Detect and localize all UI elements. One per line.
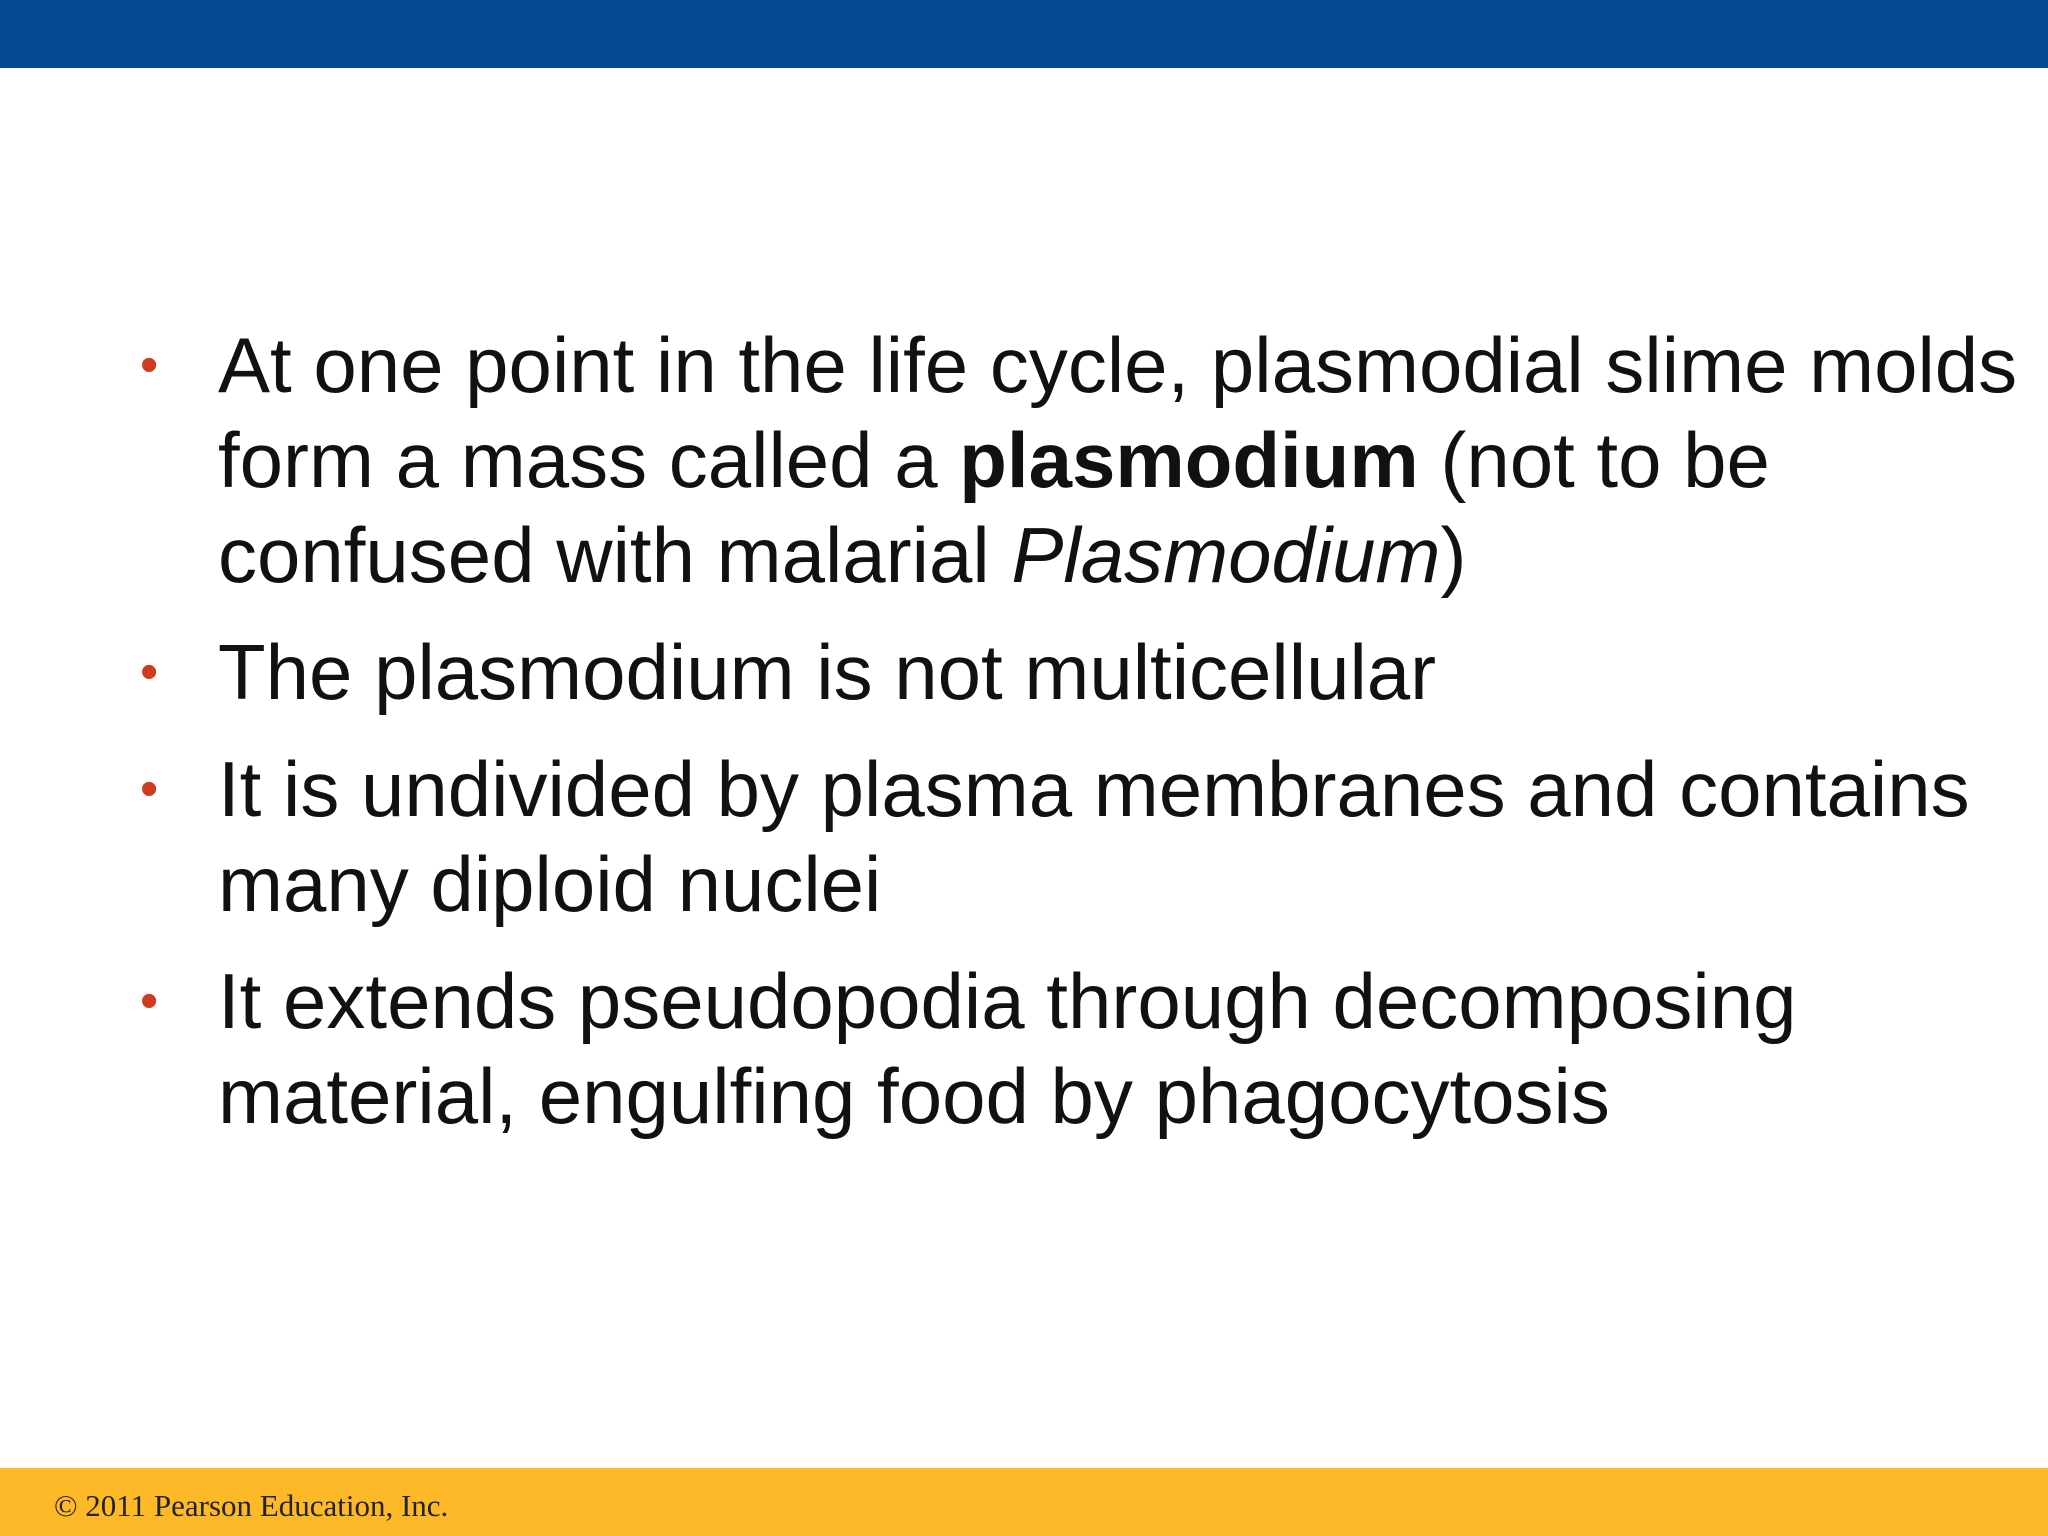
bullet-item-2 <box>140 625 2020 720</box>
bullet-2-text: The plasmodium is not multicellular <box>218 628 1437 716</box>
bullet-item-4 <box>140 954 2020 1144</box>
bullet-item-3 <box>140 742 2020 932</box>
bullet-4-text: It extends pseudopodia through decomposing material, engulfing food by phagocytosis <box>218 957 1797 1140</box>
top-banner <box>0 0 2048 68</box>
bullet-dot-icon: • <box>140 336 159 394</box>
bullet-1-text-b: (not to be confused with malarial <box>218 416 1770 599</box>
bullet-dot-icon: • <box>140 760 159 818</box>
bullet-1-italic-term: Plasmodium <box>1011 511 1441 599</box>
slide-body <box>140 318 2020 1166</box>
bullet-3-text: It is undivided by plasma membranes and contains many diploid nuclei <box>218 745 1970 928</box>
bullet-list <box>140 318 2020 1144</box>
copyright-notice: © 2011 Pearson Education, Inc. <box>54 1488 449 1523</box>
bullet-1-text-a: At one point in the life cycle, plasmodial slime molds form a mass called a <box>218 321 2018 504</box>
bullet-dot-icon: • <box>140 643 159 701</box>
bullet-1-bold-term: plasmodium <box>959 416 1419 504</box>
bullet-dot-icon: • <box>140 972 159 1030</box>
bullet-1-text-c: ) <box>1440 511 1467 599</box>
bullet-item-1 <box>140 318 2020 603</box>
